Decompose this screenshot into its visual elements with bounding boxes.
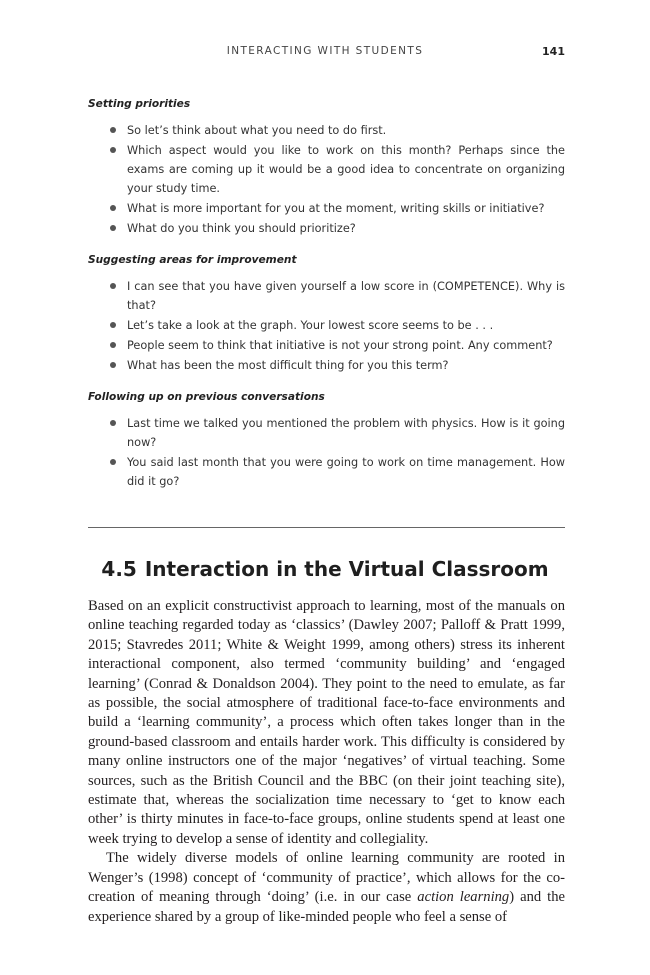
bullet-icon xyxy=(110,225,116,231)
list-item xyxy=(88,199,565,218)
bullet-icon xyxy=(110,322,116,328)
list-item xyxy=(88,316,565,335)
bullet-icon xyxy=(110,205,116,211)
running-head xyxy=(0,45,650,61)
section-following-up xyxy=(88,390,565,491)
paragraph-text: ) and the experience shared by a group of like-minded people who feel a sense of xyxy=(88,889,565,925)
section-heading: Setting priorities xyxy=(88,98,191,110)
running-title: INTERACTING WITH STUDENTS xyxy=(226,45,424,57)
list-item xyxy=(88,121,565,140)
section-setting-priorities xyxy=(88,97,565,238)
list-item xyxy=(88,141,565,198)
paragraph-text: The widely diverse models of online learning community are rooted in Wenger’s (1998) concept of ‘community of practice’, which allows for the co-creation of meaning through ‘doing’ (i.e. in our case xyxy=(88,850,565,906)
bullet-icon xyxy=(110,362,116,368)
section-number: 4.5 xyxy=(101,557,137,581)
list-item xyxy=(88,219,565,238)
list-item-text: Let’s take a look at the graph. Your lowest score seems to be . . . xyxy=(127,319,494,332)
list-item-text: People seem to think that initiative is not your strong point. Any comment? xyxy=(127,339,553,352)
section-title-text: Interaction in the Virtual Classroom xyxy=(144,557,549,581)
italic-term: action learning xyxy=(417,889,510,906)
list-item xyxy=(88,336,565,355)
section-heading: Following up on previous conversations xyxy=(88,391,325,403)
list-item-text: What has been the most difficult thing for you this term? xyxy=(127,359,449,372)
paragraph xyxy=(88,849,565,927)
section-heading: Suggesting areas for improvement xyxy=(88,254,297,266)
bullet-list xyxy=(88,121,565,238)
section-suggesting-improvement xyxy=(88,253,565,375)
list-item xyxy=(88,277,565,315)
list-item xyxy=(88,356,565,375)
page-number: 141 xyxy=(542,45,565,58)
section-divider xyxy=(88,527,565,528)
bullet-icon xyxy=(110,342,116,348)
bullet-icon xyxy=(110,420,116,426)
list-item-text: Which aspect would you like to work on this month? Perhaps since the exams are coming up it would be a good idea to concentrate on organizing your study time. xyxy=(127,144,565,195)
section-title xyxy=(0,557,650,581)
bullet-icon xyxy=(110,127,116,133)
bullet-icon xyxy=(110,459,116,465)
list-item-text: Last time we talked you mentioned the problem with physics. How is it going now? xyxy=(127,417,565,449)
list-item-text: You said last month that you were going to work on time management. How did it go? xyxy=(127,456,565,488)
list-item-text: What do you think you should prioritize? xyxy=(127,222,356,235)
paragraph: Based on an explicit constructivist approach to learning, most of the manuals on online teaching regarded today as ‘classics’ (Dawley 2007; Palloff & Pratt 1999, 2015; Stavredes 2011; White & Weight 1999, among others) stress its inherent interactional component, also termed ‘community building’ and ‘engaged learning’ (Conrad & Donaldson 2004). They point to the need to emulate, as far as possible, the social atmosphere of traditional face-to-face environments and build a ‘learning community’, a process which often takes longer than in the ground-based classroom and entails harder work. This difficulty is considered by many online instructors one of the major ‘negatives’ of virtual teaching. Some sources, such as the British Council and the BBC (on their joint teaching site), estimate that, whereas the socialization time necessary to ‘get to know each other’ is thirty minutes in face-to-face groups, online students spend at least one week trying to develop a sense of identity and collegiality. xyxy=(88,598,565,847)
list-item-text: What is more important for you at the moment, writing skills or initiative? xyxy=(127,202,545,215)
bullet-list xyxy=(88,414,565,491)
phrase-lists xyxy=(88,97,565,506)
list-item xyxy=(88,453,565,491)
bullet-icon xyxy=(110,147,116,153)
body-text xyxy=(88,597,565,927)
list-item-text: So let’s think about what you need to do first. xyxy=(127,124,387,137)
list-item xyxy=(88,414,565,452)
bullet-icon xyxy=(110,283,116,289)
bullet-list xyxy=(88,277,565,375)
list-item-text: I can see that you have given yourself a low score in (COMPETENCE). Why is that? xyxy=(127,280,565,312)
